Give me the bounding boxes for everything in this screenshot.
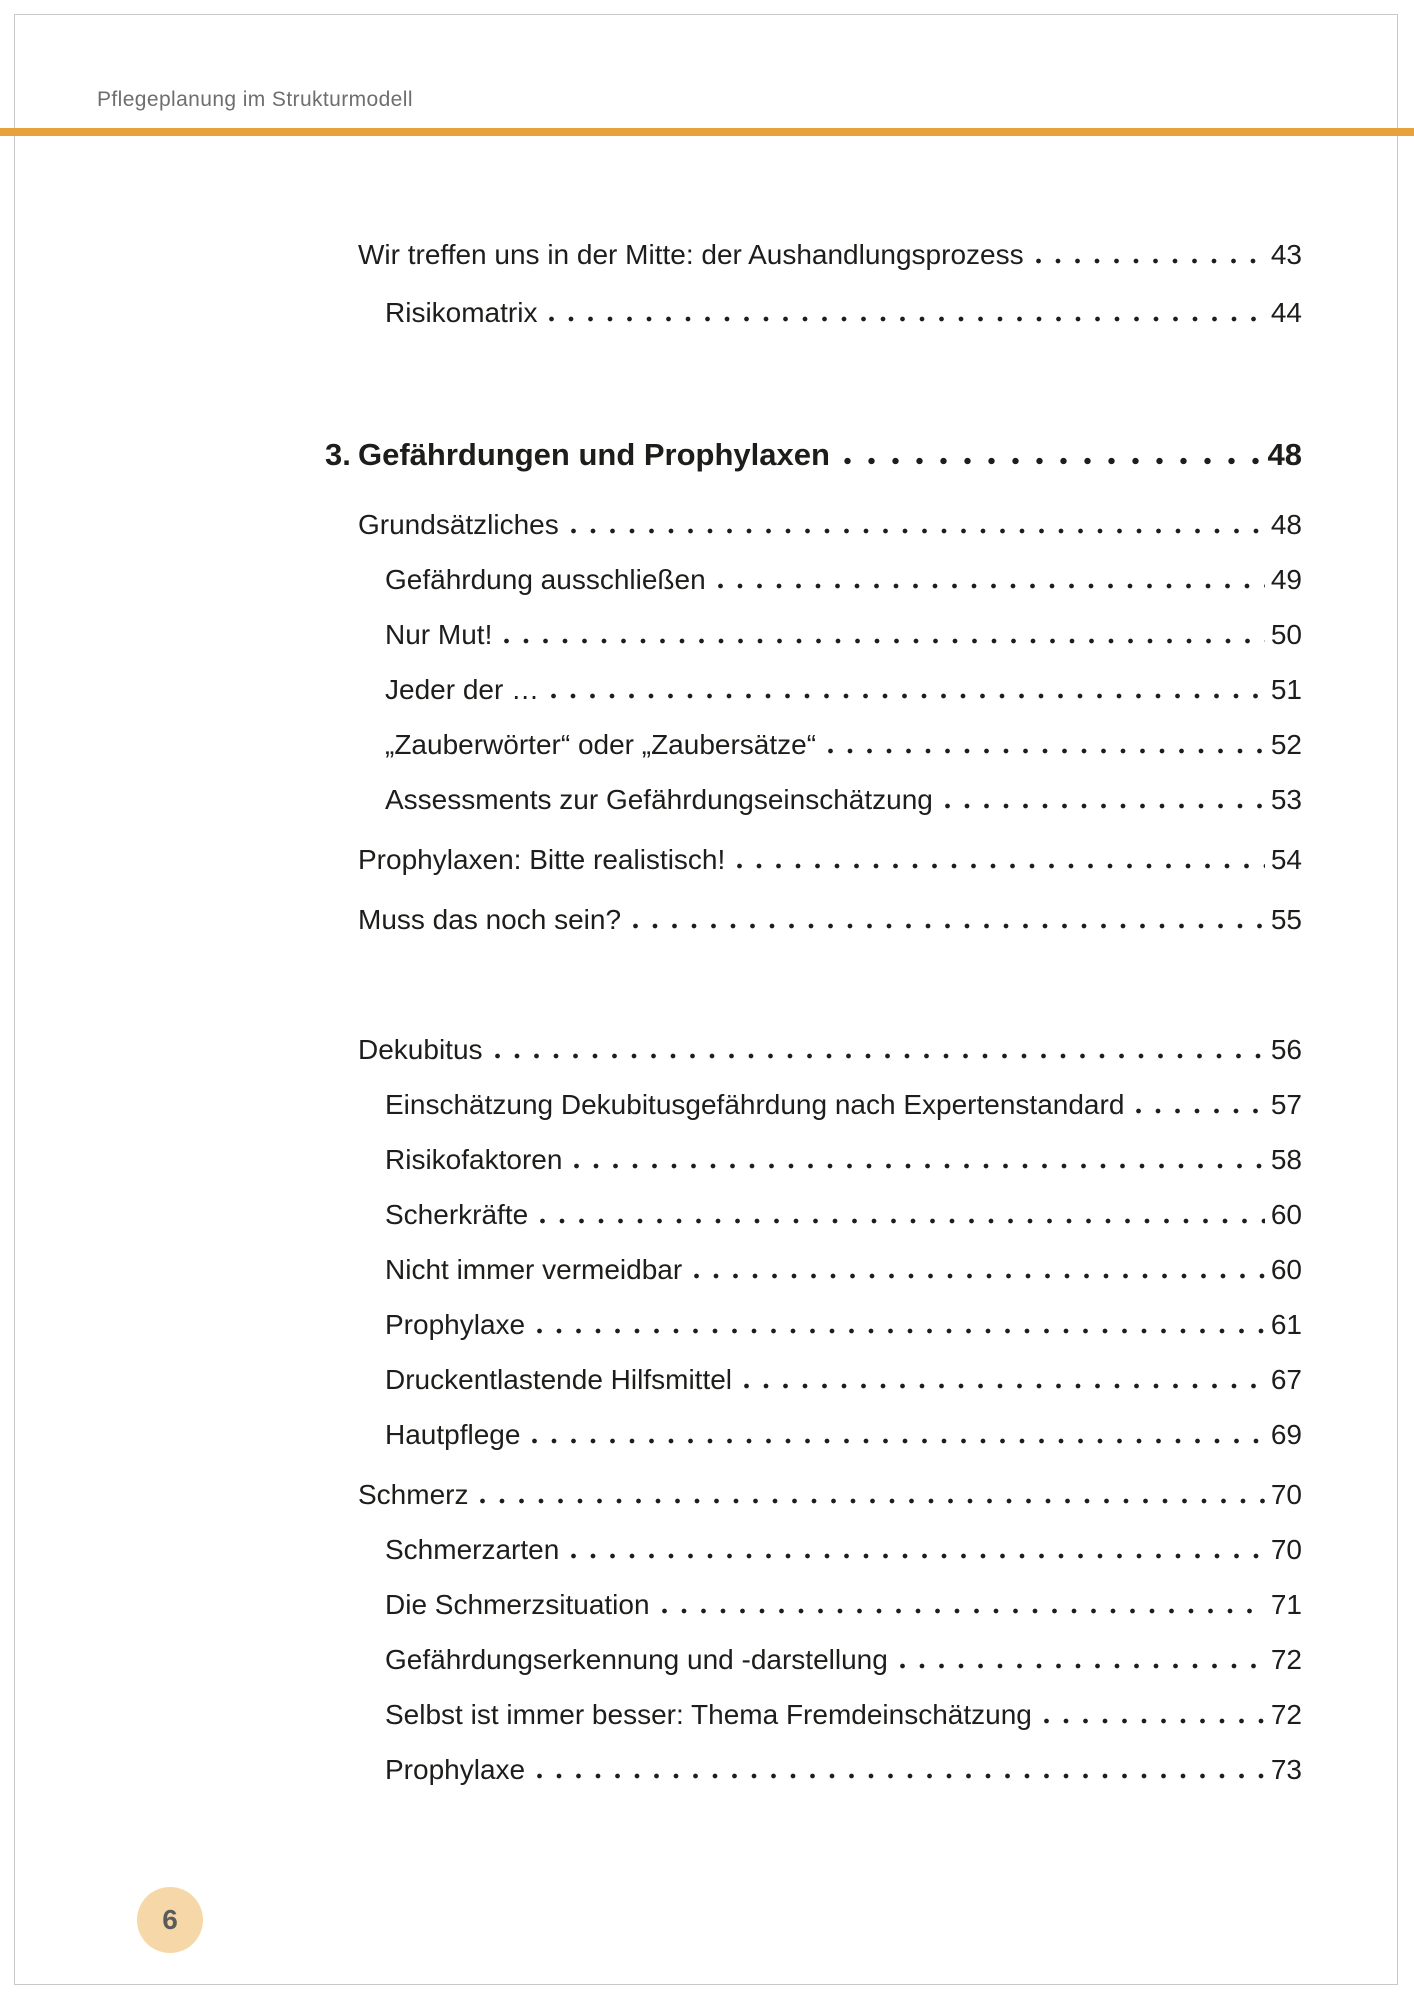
- toc-entry-label: Grundsätzliches: [358, 509, 559, 540]
- toc-entry-label: Selbst ist immer besser: Thema Fremdeinschätzung: [385, 1699, 1032, 1730]
- toc-entry-label: Assessments zur Gefährdungseinschätzung: [385, 784, 933, 815]
- dot-leader: [537, 1773, 1265, 1779]
- toc-entry-label: „Zauberwörter“ oder „Zaubersätze“: [385, 729, 817, 760]
- toc-entry-label: Nicht immer vermeidbar: [385, 1254, 683, 1285]
- toc-entry: [358, 298, 1302, 328]
- dot-leader: [945, 803, 1265, 809]
- toc-entry-label: Druckentlastende Hilfsmittel: [385, 1364, 733, 1395]
- toc-entry: [358, 730, 1302, 760]
- dot-leader: [480, 1498, 1265, 1504]
- toc-entry: [358, 845, 1302, 875]
- toc-entry: [358, 1590, 1302, 1620]
- toc-chapter-row: [325, 438, 1302, 472]
- toc-page-number: 72: [1270, 1699, 1302, 1730]
- dot-leader: [744, 1383, 1265, 1389]
- toc-page-number: 61: [1270, 1309, 1302, 1340]
- toc-page-number: 73: [1270, 1754, 1302, 1785]
- toc-entry-label: Jeder der …: [385, 674, 540, 705]
- toc-entry: [358, 1645, 1302, 1675]
- dot-leader: [694, 1273, 1265, 1279]
- toc-entry-label: Scherkräfte: [385, 1199, 529, 1230]
- toc-page-number: 49: [1270, 564, 1302, 595]
- toc-entry: [358, 1255, 1302, 1285]
- dot-leader: [571, 1553, 1265, 1559]
- toc-entry-label: Risikomatrix: [385, 297, 538, 328]
- toc-entry-label: Schmerz: [358, 1479, 469, 1510]
- toc-page-number: 54: [1270, 844, 1302, 875]
- toc-entry: [358, 675, 1302, 705]
- dot-leader: [1044, 1718, 1265, 1724]
- toc-page-number: 48: [1267, 437, 1302, 472]
- toc-entry-label: Risikofaktoren: [385, 1144, 563, 1175]
- dot-leader: [540, 1218, 1265, 1224]
- dot-leader: [828, 748, 1265, 754]
- toc-entry-label: Prophylaxe: [385, 1309, 526, 1340]
- dot-leader: [718, 583, 1265, 589]
- dot-leader: [844, 457, 1262, 465]
- dot-leader: [662, 1608, 1265, 1614]
- toc-entry: [358, 905, 1302, 935]
- chapter-number: 3.: [325, 437, 351, 472]
- toc-entry: [358, 1755, 1302, 1785]
- toc-entry-label: Einschätzung Dekubitusgefährdung nach Expertenstandard: [385, 1089, 1125, 1120]
- toc-entry: [358, 565, 1302, 595]
- toc-entry: [358, 510, 1302, 540]
- dot-leader: [1036, 258, 1265, 264]
- toc-entry-label: Hautpflege: [385, 1419, 521, 1450]
- toc-page-number: 70: [1270, 1479, 1302, 1510]
- toc-entry: [358, 1420, 1302, 1450]
- dot-leader: [633, 923, 1265, 929]
- dot-leader: [549, 316, 1265, 322]
- toc-entry: [358, 240, 1302, 270]
- toc-entry-label: Muss das noch sein?: [358, 904, 622, 935]
- toc-entry: [358, 785, 1302, 815]
- toc-entry-label: Gefährdungserkennung und -darstellung: [385, 1644, 888, 1675]
- toc-page-number: 56: [1270, 1034, 1302, 1065]
- running-header-title: Pflegeplanung im Strukturmodell: [97, 88, 413, 111]
- toc-page-number: 50: [1270, 619, 1302, 650]
- dot-leader: [532, 1438, 1265, 1444]
- toc-entry: [358, 620, 1302, 650]
- toc-page-number: 55: [1270, 904, 1302, 935]
- toc-entry: [358, 1200, 1302, 1230]
- toc-entry-label: Gefährdung ausschließen: [385, 564, 706, 595]
- toc-page-number: 43: [1270, 239, 1302, 270]
- toc-entry-label: Die Schmerzsituation: [385, 1589, 650, 1620]
- toc-entry: [358, 1310, 1302, 1340]
- toc-entry-label: Wir treffen uns in der Mitte: der Aushandlungsprozess: [358, 239, 1024, 270]
- dot-leader: [495, 1053, 1265, 1059]
- toc-entry: [358, 1365, 1302, 1395]
- toc-entry: [358, 1700, 1302, 1730]
- toc-entry-label: Prophylaxen: Bitte realistisch!: [358, 844, 726, 875]
- toc-entry-label: Dekubitus: [358, 1034, 483, 1065]
- toc-entry: [358, 1035, 1302, 1065]
- toc-page-number: 44: [1270, 297, 1302, 328]
- toc-entry: [358, 1145, 1302, 1175]
- toc-entry-label: Gefährdungen und Prophylaxen: [358, 437, 830, 472]
- toc-page-number: 53: [1270, 784, 1302, 815]
- toc-page-number: 52: [1270, 729, 1302, 760]
- toc-page-number: 67: [1270, 1364, 1302, 1395]
- toc-entry: [358, 1090, 1302, 1120]
- dot-leader: [900, 1663, 1265, 1669]
- toc-entry: [358, 1535, 1302, 1565]
- toc-entry-label: Prophylaxe: [385, 1754, 526, 1785]
- toc-entry-label: Nur Mut!: [385, 619, 493, 650]
- toc-page-number: 58: [1270, 1144, 1302, 1175]
- dot-leader: [551, 693, 1265, 699]
- dot-leader: [574, 1163, 1265, 1169]
- dot-leader: [571, 528, 1265, 534]
- toc-page-number: 69: [1270, 1419, 1302, 1450]
- dot-leader: [1136, 1108, 1265, 1114]
- toc-page-number: 70: [1270, 1534, 1302, 1565]
- toc-entry-label: Schmerzarten: [385, 1534, 560, 1565]
- toc-page-number: 57: [1270, 1089, 1302, 1120]
- toc-page-number: 51: [1270, 674, 1302, 705]
- page-number-badge: [137, 1887, 203, 1953]
- toc-page-number: 60: [1270, 1254, 1302, 1285]
- toc-entry: [358, 1480, 1302, 1510]
- page-number: 6: [162, 1904, 178, 1935]
- toc-page-number: 48: [1270, 509, 1302, 540]
- toc-page-number: 72: [1270, 1644, 1302, 1675]
- toc-page-number: 71: [1270, 1589, 1302, 1620]
- dot-leader: [504, 638, 1265, 644]
- dot-leader: [737, 863, 1265, 869]
- table-of-contents: [325, 210, 1302, 1785]
- toc-page-number: 60: [1270, 1199, 1302, 1230]
- accent-rule: [0, 128, 1414, 136]
- dot-leader: [537, 1328, 1265, 1334]
